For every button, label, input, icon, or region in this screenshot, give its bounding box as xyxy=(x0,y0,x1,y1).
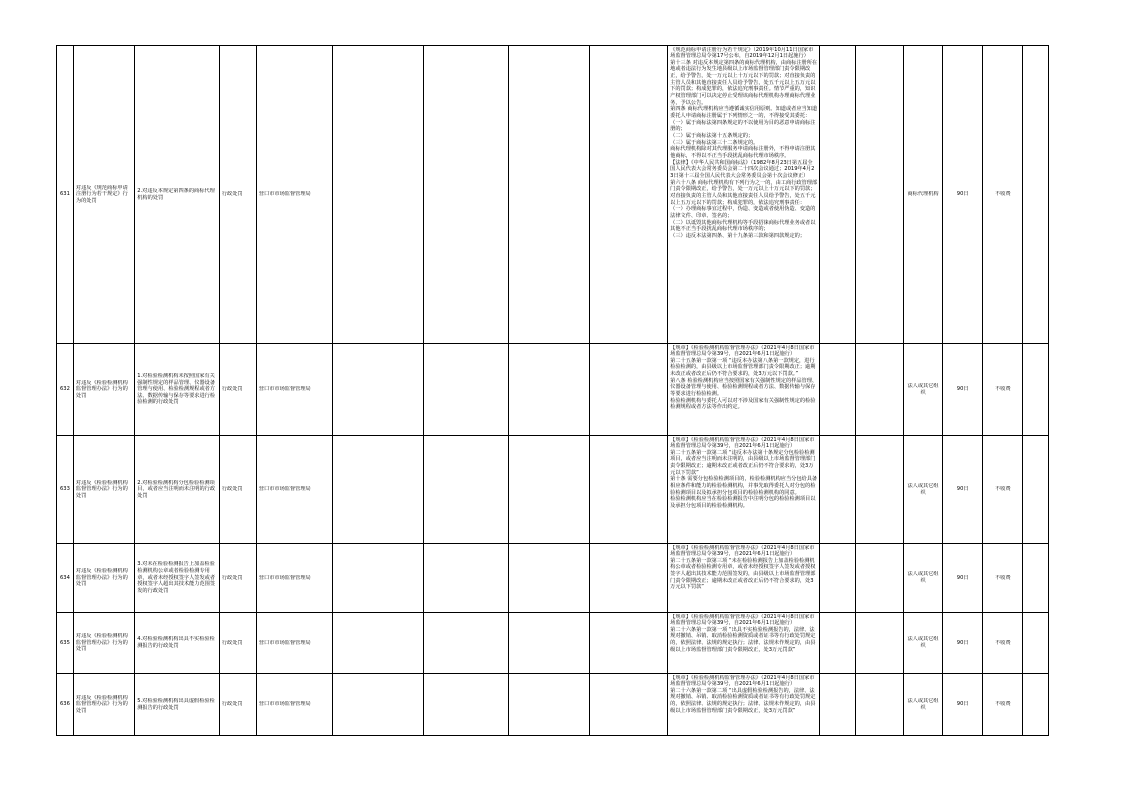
empty-cell xyxy=(332,436,423,544)
empty-cell xyxy=(856,544,904,613)
table-row xyxy=(57,674,1049,736)
empty-cell xyxy=(423,544,508,613)
item-type-text: 行政处罚 xyxy=(221,639,243,646)
item-type xyxy=(219,436,256,544)
time-limit xyxy=(943,674,983,736)
sub-item-name xyxy=(135,613,220,674)
penalty-table xyxy=(56,45,1049,736)
table-row xyxy=(57,436,1049,544)
target-subject-text: 商标代理机构 xyxy=(907,191,939,198)
target-subject-text: 法人或其它组织 xyxy=(907,697,939,711)
empty-cell xyxy=(1023,544,1049,613)
implementing-agency xyxy=(256,613,332,674)
fee-status-text: 不收费 xyxy=(995,639,1011,646)
empty-cell xyxy=(856,344,904,436)
implementing-agency-text: 营口市市场监督管理局 xyxy=(258,386,311,393)
legal-basis-text: 《规范商标申请注册行为若干规定》（2019年10月11日国家市场监督管理总局令第17号公布，自2019年12月1日起施行） 第十三条 对违反本规定第四条的商标代理机构，由商标注册所在地或者违法行为发生地县级以上市场监督管理部门责令限期改正，给予警告，处一万元以上十万元以下的罚款；对直接负责的主管人员和其他直接责任人员给予警告，处五千元以上五万元以下的罚款；构成犯罪的，依法追究刑事责任。情节严重的，知识产权管理部门可以决定停止受理该商标代理机构办理商标代理业务，予以公告。 第四条 商标代理机构应当遵循诚实信用原则。知道或者应当知道委托人申请商标注册属于下列情形之一的，不得接受其委托： （一）属于商标法第四条规定的不以使用为目的恶意申请商标注册的； （二）属于商标法第十五条规定的； （三）属于商标法第三十二条规定的。 商标代理机构除对其代理服务申请商标注册外，不得申请注册其他商标，不得以不正当手段扰乱商标代理市场秩序。 【法律】《中华人民共和国商标法》（1982年8月23日第五届全国人民代表大会常务委员会第二十四次会议通过；2019年4月23日第十三届全国人民代表大会常务委员会第十次会议修正） 第六十八条 商标代理机构有下列行为之一的，由工商行政管理部门责令限期改正，给予警告，处一万元以上十万元以下的罚款；对直接负责的主管人员和其他直接责任人员给予警告，处五千元以上五万元以下的罚款；构成犯罪的，依法追究刑事责任： （一）办理商标事宜过程中，伪造、变造或者使用伪造、变造的法律文件、印章、签名的； （二）以诋毁其他商标代理机构等手段招徕商标代理业务或者以其他不正当手段扰乱商标代理市场秩序的； （三）违反本法第四条、第十九条第三款和第四款规定的； xyxy=(670,46,818,239)
item-name-text: 对违反《规范商标申请注册行为若干规定》行为的处罚 xyxy=(75,184,128,204)
empty-cell xyxy=(423,46,508,344)
time-limit-text: 90日 xyxy=(956,639,969,646)
row-number xyxy=(57,344,74,436)
row-number-text: 633 xyxy=(60,486,70,493)
item-name xyxy=(73,344,134,436)
empty-cell xyxy=(423,613,508,674)
fee-status-text: 不收费 xyxy=(995,386,1011,393)
row-number-text: 636 xyxy=(60,701,70,708)
target-subject xyxy=(903,613,942,674)
empty-cell xyxy=(423,436,508,544)
time-limit xyxy=(943,46,983,344)
implementing-agency xyxy=(256,436,332,544)
target-subject xyxy=(903,436,942,544)
item-name-text: 对违反《检验检测机构监督管理办法》行为的处罚 xyxy=(75,694,128,714)
empty-cell xyxy=(589,674,667,736)
empty-cell xyxy=(820,46,856,344)
implementing-agency-text: 营口市市场监督管理局 xyxy=(258,574,311,581)
table-row xyxy=(57,344,1049,436)
sub-item-name-text: 5.对检验检测机构出具虚假检验检测报告的行政处罚 xyxy=(137,697,215,711)
fee-status xyxy=(983,436,1023,544)
sub-item-name-text: 2.对违反本规定第四条的商标代理机构的处罚 xyxy=(137,187,215,201)
target-subject xyxy=(903,544,942,613)
legal-basis xyxy=(668,344,820,436)
empty-cell xyxy=(820,613,856,674)
row-number xyxy=(57,674,74,736)
fee-status xyxy=(983,544,1023,613)
empty-cell xyxy=(1023,436,1049,544)
empty-cell xyxy=(423,674,508,736)
empty-cell xyxy=(332,46,423,344)
target-subject-text: 法人或其它组织 xyxy=(907,636,939,649)
legal-basis-text: 【规章】《检验检测机构监督管理办法》（2021年4月8日国家市场监督管理总局令第39号，自2021年6月1日起施行） 第二十六条第一款第一项 “出具不实检验检测报告的，法律、法规对撤销、吊销、取消检验检测资质或者证书等有行政处罚规定的，依照法律、法规的规定执行；法律、法规未作规定的，由县级以上市场监督管理部门责令限期改正，处3万元罚款” xyxy=(670,613,816,653)
empty-cell xyxy=(1023,46,1049,344)
sub-item-name xyxy=(135,544,220,613)
empty-cell xyxy=(508,344,589,436)
legal-basis xyxy=(668,613,820,674)
empty-cell xyxy=(820,436,856,544)
item-type-text: 行政处罚 xyxy=(221,386,243,393)
implementing-agency-text: 营口市市场监督管理局 xyxy=(258,701,311,708)
legal-basis xyxy=(668,674,820,736)
row-number-text: 635 xyxy=(60,639,70,646)
legal-basis-text: 【规章】《检验检测机构监督管理办法》（2021年4月8日国家市场监督管理总局令第39号，自2021年6月1日起施行） 第二十五条第一款第三项 “未在检验检测报告上加盖检验检测机构公章或者检验检测专用章，或者未经授权签字人签发或者授权签字人超出其技术能力范围签发的，由县级以上市场监督管理部门责令限期改正；逾期未改正或者改正后仍不符合要求的，处3万元以下罚款” xyxy=(670,544,816,591)
item-name-text: 对违反《检验检测机构监督管理办法》行为的处罚 xyxy=(75,379,128,399)
fee-status xyxy=(983,46,1023,344)
item-name xyxy=(73,613,134,674)
sub-item-name-text: 4.对检验检测机构出具不实检验检测报告的行政处罚 xyxy=(137,636,215,649)
empty-cell xyxy=(332,674,423,736)
empty-cell xyxy=(1023,674,1049,736)
item-name xyxy=(73,46,134,344)
fee-status xyxy=(983,344,1023,436)
item-type xyxy=(219,544,256,613)
item-type-text: 行政处罚 xyxy=(221,701,243,708)
implementing-agency xyxy=(256,544,332,613)
legal-basis xyxy=(668,436,820,544)
time-limit xyxy=(943,436,983,544)
row-number-text: 632 xyxy=(60,386,70,393)
time-limit-text: 90日 xyxy=(956,701,969,708)
target-subject-text: 法人或其它组织 xyxy=(907,382,939,396)
legal-basis xyxy=(668,46,820,344)
empty-cell xyxy=(1023,344,1049,436)
sub-item-name xyxy=(135,46,220,344)
empty-cell xyxy=(820,544,856,613)
target-subject xyxy=(903,46,942,344)
implementing-agency-text: 营口市市场监督管理局 xyxy=(258,191,311,198)
empty-cell xyxy=(856,46,904,344)
empty-cell xyxy=(508,436,589,544)
empty-cell xyxy=(508,674,589,736)
row-number-text: 634 xyxy=(60,574,70,581)
table-row xyxy=(57,613,1049,674)
item-type xyxy=(219,613,256,674)
item-name xyxy=(73,674,134,736)
empty-cell xyxy=(423,344,508,436)
empty-cell xyxy=(332,613,423,674)
empty-cell xyxy=(508,46,589,344)
legal-basis xyxy=(668,544,820,613)
empty-cell xyxy=(856,613,904,674)
fee-status-text: 不收费 xyxy=(995,574,1011,581)
item-name xyxy=(73,436,134,544)
target-subject-text: 法人或其它组织 xyxy=(907,482,939,496)
fee-status xyxy=(983,613,1023,674)
time-limit-text: 90日 xyxy=(956,486,969,493)
empty-cell xyxy=(589,436,667,544)
implementing-agency xyxy=(256,46,332,344)
implementing-agency xyxy=(256,344,332,436)
empty-cell xyxy=(1023,613,1049,674)
implementing-agency xyxy=(256,674,332,736)
row-number xyxy=(57,544,74,613)
row-number xyxy=(57,46,74,344)
time-limit xyxy=(943,344,983,436)
legal-basis-text: 【规章】《检验检测机构监督管理办法》（2021年4月8日国家市场监督管理总局令第39号，自2021年6月1日起施行） 第二十五条第一款第一项 “违反本办法第八条第一款规定，进行检验检测的，由县级以上市场监督管理部门责令限期改正；逾期未改正或者改正后仍不符合要求的，处3万元以下罚款。” 第八条 检验检测机构应当按照国家有关强制性规定的样品管理、仪器设备管理与使用、检验检测规程或者方法、数据传输与保存等要求进行检验检测。 检验检测机构与委托人可以对不涉及国家有关强制性规定的检验检测规程或者方法等作出约定。 xyxy=(670,344,818,411)
time-limit-text: 90日 xyxy=(956,191,969,198)
implementing-agency-text: 营口市市场监督管理局 xyxy=(258,639,311,646)
sub-item-name-text: 2.对检验检测机构分包检验检测项目，或者应当注明而未注明的行政处罚 xyxy=(137,479,216,499)
empty-cell xyxy=(589,46,667,344)
item-type xyxy=(219,674,256,736)
item-name-text: 对违反《检验检测机构监督管理办法》行为的处罚 xyxy=(75,479,128,499)
empty-cell xyxy=(856,436,904,544)
sub-item-name xyxy=(135,674,220,736)
item-type-text: 行政处罚 xyxy=(221,486,243,493)
fee-status xyxy=(983,674,1023,736)
fee-status-text: 不收费 xyxy=(995,191,1011,198)
empty-cell xyxy=(508,613,589,674)
table-row xyxy=(57,544,1049,613)
item-type xyxy=(219,46,256,344)
item-type xyxy=(219,344,256,436)
time-limit-text: 90日 xyxy=(956,574,969,581)
sub-item-name-text: 1.对检验检测机构未按照国家有关强制性规定的样品管理、仪器设备管理与使用、检验检测规程或者方法、数据传输与保存等要求进行检验检测的行政处罚 xyxy=(137,372,216,406)
empty-cell xyxy=(589,613,667,674)
table-row xyxy=(57,46,1049,344)
fee-status-text: 不收费 xyxy=(995,701,1011,708)
empty-cell xyxy=(332,344,423,436)
time-limit xyxy=(943,613,983,674)
item-type-text: 行政处罚 xyxy=(221,574,243,581)
item-name-text: 对违反《检验检测机构监督管理办法》行为的处罚 xyxy=(75,633,128,653)
fee-status-text: 不收费 xyxy=(995,486,1011,493)
empty-cell xyxy=(332,544,423,613)
sub-item-name xyxy=(135,344,220,436)
empty-cell xyxy=(820,674,856,736)
empty-cell xyxy=(820,344,856,436)
time-limit-text: 90日 xyxy=(956,386,969,393)
row-number xyxy=(57,613,74,674)
sub-item-name-text: 3.对未在检验检测报告上加盖检验检测机构公章或者检验检测专用章，或者未经授权签字人签发或者授权签字人超出其技术能力范围签发的行政处罚 xyxy=(137,561,216,594)
row-number-text: 631 xyxy=(60,191,70,198)
empty-cell xyxy=(856,674,904,736)
implementing-agency-text: 营口市市场监督管理局 xyxy=(258,486,311,493)
time-limit xyxy=(943,544,983,613)
item-name-text: 对违反《检验检测机构监督管理办法》行为的处罚 xyxy=(75,568,128,588)
legal-basis-text: 【规章】《检验检测机构监督管理办法》（2021年4月8日国家市场监督管理总局令第39号，自2021年6月1日起施行） 第二十五条第一款第二项 “违反本办法第十条规定分包检验检测项目，或者应当注明而未注明的，由县级以上市场监督管理部门责令限期改正；逾期未改正或者改正后仍不符合要求的，处3万元以下罚款” 第十条 需要分包检验检测项目的，检验检测机构应当分包给具备相应条件和能力的检验检测机构，并事先取得委托人对分包的检验检测项目以及拟承担分包项目的检验检测机构的同意。 检验检测机构应当在检验检测报告中注明分包的检验检测项目以及承担分包项目的检验检测机构。 xyxy=(670,436,818,510)
legal-basis-text: 【规章】《检验检测机构监督管理办法》（2021年4月8日国家市场监督管理总局令第39号，自2021年6月1日起施行） 第二十六条第一款第二项 “出具虚假检验检测报告的，法律、法规对撤销、吊销、取消检验检测资质或者证书等有行政处罚规定的，依照法律、法规的规定执行；法律、法规未作规定的，由县级以上市场监督管理部门责令限期改正，处3万元罚款” xyxy=(670,674,816,714)
target-subject-text: 法人或其它组织 xyxy=(907,571,939,584)
sub-item-name xyxy=(135,436,220,544)
target-subject xyxy=(903,344,942,436)
empty-cell xyxy=(589,544,667,613)
row-number xyxy=(57,436,74,544)
empty-cell xyxy=(508,544,589,613)
empty-cell xyxy=(589,344,667,436)
target-subject xyxy=(903,674,942,736)
item-type-text: 行政处罚 xyxy=(221,191,243,198)
item-name xyxy=(73,544,134,613)
